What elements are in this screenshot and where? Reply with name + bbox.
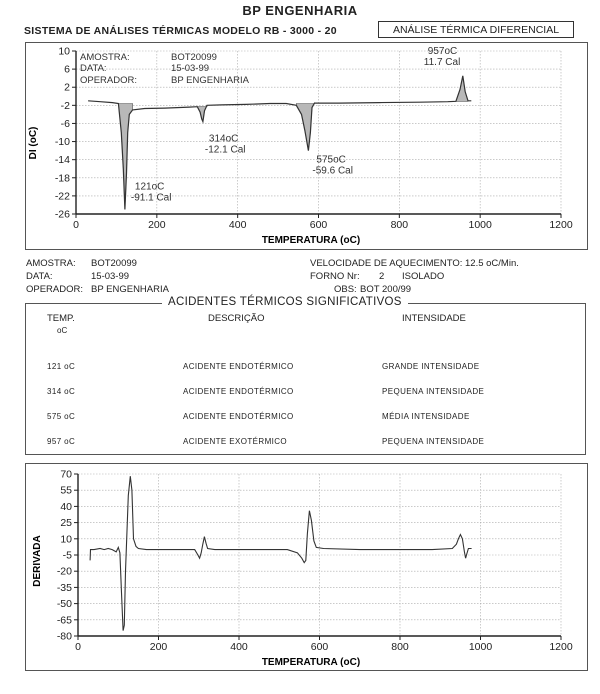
derivative-chart — [26, 464, 587, 670]
event-row-1-temp: 121 oC — [47, 362, 76, 371]
derivative-y-label: DERIVADA — [32, 535, 43, 587]
info-forno-label: FORNO Nr: — [310, 271, 360, 282]
x-tick-label: 400 — [228, 219, 247, 231]
legend-operador-value: BP ENGENHARIA — [171, 75, 249, 86]
info-operador: BP ENGENHARIA — [91, 284, 169, 295]
info-data-label: DATA: — [26, 271, 53, 282]
derivative-panel — [25, 463, 588, 671]
thermogram-y-label: DI (oC) — [28, 126, 39, 160]
col-header-intensidade: INTENSIDADE — [402, 313, 466, 324]
x-tick-label: 800 — [391, 641, 409, 653]
derivative-grid — [78, 474, 561, 636]
legend-data-label: DATA: — [80, 63, 107, 74]
thermogram-x-label: TEMPERATURA (oC) — [261, 235, 361, 246]
info-operador-label: OPERADOR: — [26, 284, 84, 295]
x-tick-label: 1200 — [549, 641, 573, 653]
y-tick-label: 70 — [60, 468, 72, 481]
info-obs: BOT 200/99 — [360, 284, 412, 295]
y-tick-label: -65 — [56, 614, 72, 627]
event-row-2-temp: 314 oC — [47, 387, 76, 396]
x-tick-label: 600 — [309, 219, 328, 231]
y-tick-label: -5 — [62, 549, 72, 562]
event-row-4-intensidade: PEQUENA INTENSIDADE — [382, 437, 485, 446]
company-title: BP ENGENHARIA — [242, 3, 358, 18]
annotation-temperature: 314oC — [208, 133, 239, 145]
annotation-temperature: 121oC — [134, 181, 165, 193]
info-amostra: BOT20099 — [91, 258, 137, 269]
y-tick-label: -20 — [56, 565, 72, 578]
derivative-x-ticks — [75, 636, 573, 653]
y-tick-label: -18 — [54, 172, 70, 185]
y-tick-label: 40 — [60, 500, 72, 513]
event-row-2-descricao: ACIDENTE ENDOTÉRMICO — [183, 387, 294, 396]
x-tick-label: 200 — [149, 641, 168, 653]
col-header-descricao: DESCRIÇÃO — [208, 313, 265, 324]
info-obs-label: OBS: — [334, 284, 357, 295]
y-tick-label: 25 — [60, 517, 72, 530]
x-tick-label: 1200 — [549, 219, 573, 231]
legend-amostra-value: BOT20099 — [171, 52, 217, 63]
thermogram-x-ticks — [73, 214, 573, 231]
y-tick-label: 6 — [64, 63, 70, 76]
y-tick-label: 2 — [64, 81, 70, 94]
legend-operador-label: OPERADOR: — [80, 75, 138, 86]
system-title: SISTEMA DE ANÁLISES TÉRMICAS MODELO RB - 3000 - 20 — [24, 25, 337, 37]
derivative-y-ticks — [57, 469, 78, 643]
legend-amostra-label: AMOSTRA: — [80, 52, 130, 63]
event-row-3-intensidade: MÉDIA INTENSIDADE — [382, 412, 470, 421]
derivative-curve — [90, 476, 472, 630]
thermal-events-panel — [25, 303, 586, 455]
thermogram-fills — [118, 76, 468, 210]
annotation-energy: -12.1 Cal — [204, 144, 246, 156]
annotation-temperature: 957oC — [427, 45, 458, 57]
annotation-energy: -59.6 Cal — [312, 165, 353, 177]
y-tick-label: -14 — [54, 154, 70, 167]
x-tick-label: 0 — [75, 641, 81, 653]
info-data: 15-03-99 — [91, 271, 130, 282]
annotation-energy: -91.1 Cal — [130, 192, 172, 204]
annotation-energy: 11.7 Cal — [423, 56, 461, 68]
y-tick-label: -35 — [56, 581, 72, 594]
thermogram-chart — [26, 43, 587, 249]
x-tick-label: 1000 — [468, 219, 492, 231]
x-tick-label: 400 — [230, 641, 248, 653]
y-tick-label: -26 — [54, 208, 70, 221]
y-tick-label: 10 — [58, 45, 70, 58]
thermogram-y-ticks — [55, 46, 76, 221]
y-tick-label: -50 — [56, 598, 72, 611]
y-tick-label: 10 — [60, 533, 72, 546]
annotation-temperature: 575oC — [316, 154, 346, 166]
info-forno-number: 2 — [379, 271, 385, 282]
info-forno-status: ISOLADO — [402, 271, 445, 282]
event-row-1-descricao: ACIDENTE ENDOTÉRMICO — [183, 362, 294, 371]
x-tick-label: 800 — [390, 219, 409, 231]
analysis-mode-button[interactable]: ANÁLISE TÉRMICA DIFERENCIAL — [378, 21, 574, 38]
events-table-title: ACIDENTES TÉRMICOS SIGNIFICATIVOS — [162, 296, 408, 308]
info-amostra-label: AMOSTRA: — [26, 258, 76, 269]
event-row-4-temp: 957 oC — [47, 437, 76, 446]
derivative-x-label: TEMPERATURA (oC) — [261, 657, 361, 668]
x-tick-label: 600 — [310, 641, 329, 653]
col-header-temp-unit: oC — [57, 326, 68, 335]
event-row-2-intensidade: PEQUENA INTENSIDADE — [382, 387, 485, 396]
y-tick-label: 55 — [60, 484, 72, 497]
x-tick-label: 200 — [148, 219, 166, 231]
y-tick-label: -10 — [54, 136, 70, 149]
x-tick-label: 1000 — [468, 641, 493, 653]
event-row-3-temp: 575 oC — [47, 412, 76, 421]
y-tick-label: -80 — [56, 630, 72, 643]
y-tick-label: -6 — [60, 117, 70, 130]
y-tick-label: -2 — [60, 99, 70, 112]
event-row-3-descricao: ACIDENTE ENDOTÉRMICO — [183, 412, 294, 421]
thermogram-panel — [25, 42, 588, 250]
x-tick-label: 0 — [73, 219, 79, 231]
legend-data-value: 15-03-99 — [171, 63, 210, 74]
event-row-1-intensidade: GRANDE INTENSIDADE — [382, 362, 480, 371]
event-row-4-descricao: ACIDENTE EXOTÉRMICO — [183, 437, 288, 446]
info-velocidade: VELOCIDADE DE AQUECIMENTO: 12.5 oC/Min. — [310, 258, 519, 269]
y-tick-label: -22 — [54, 190, 70, 203]
col-header-temp: TEMP. — [47, 313, 75, 324]
